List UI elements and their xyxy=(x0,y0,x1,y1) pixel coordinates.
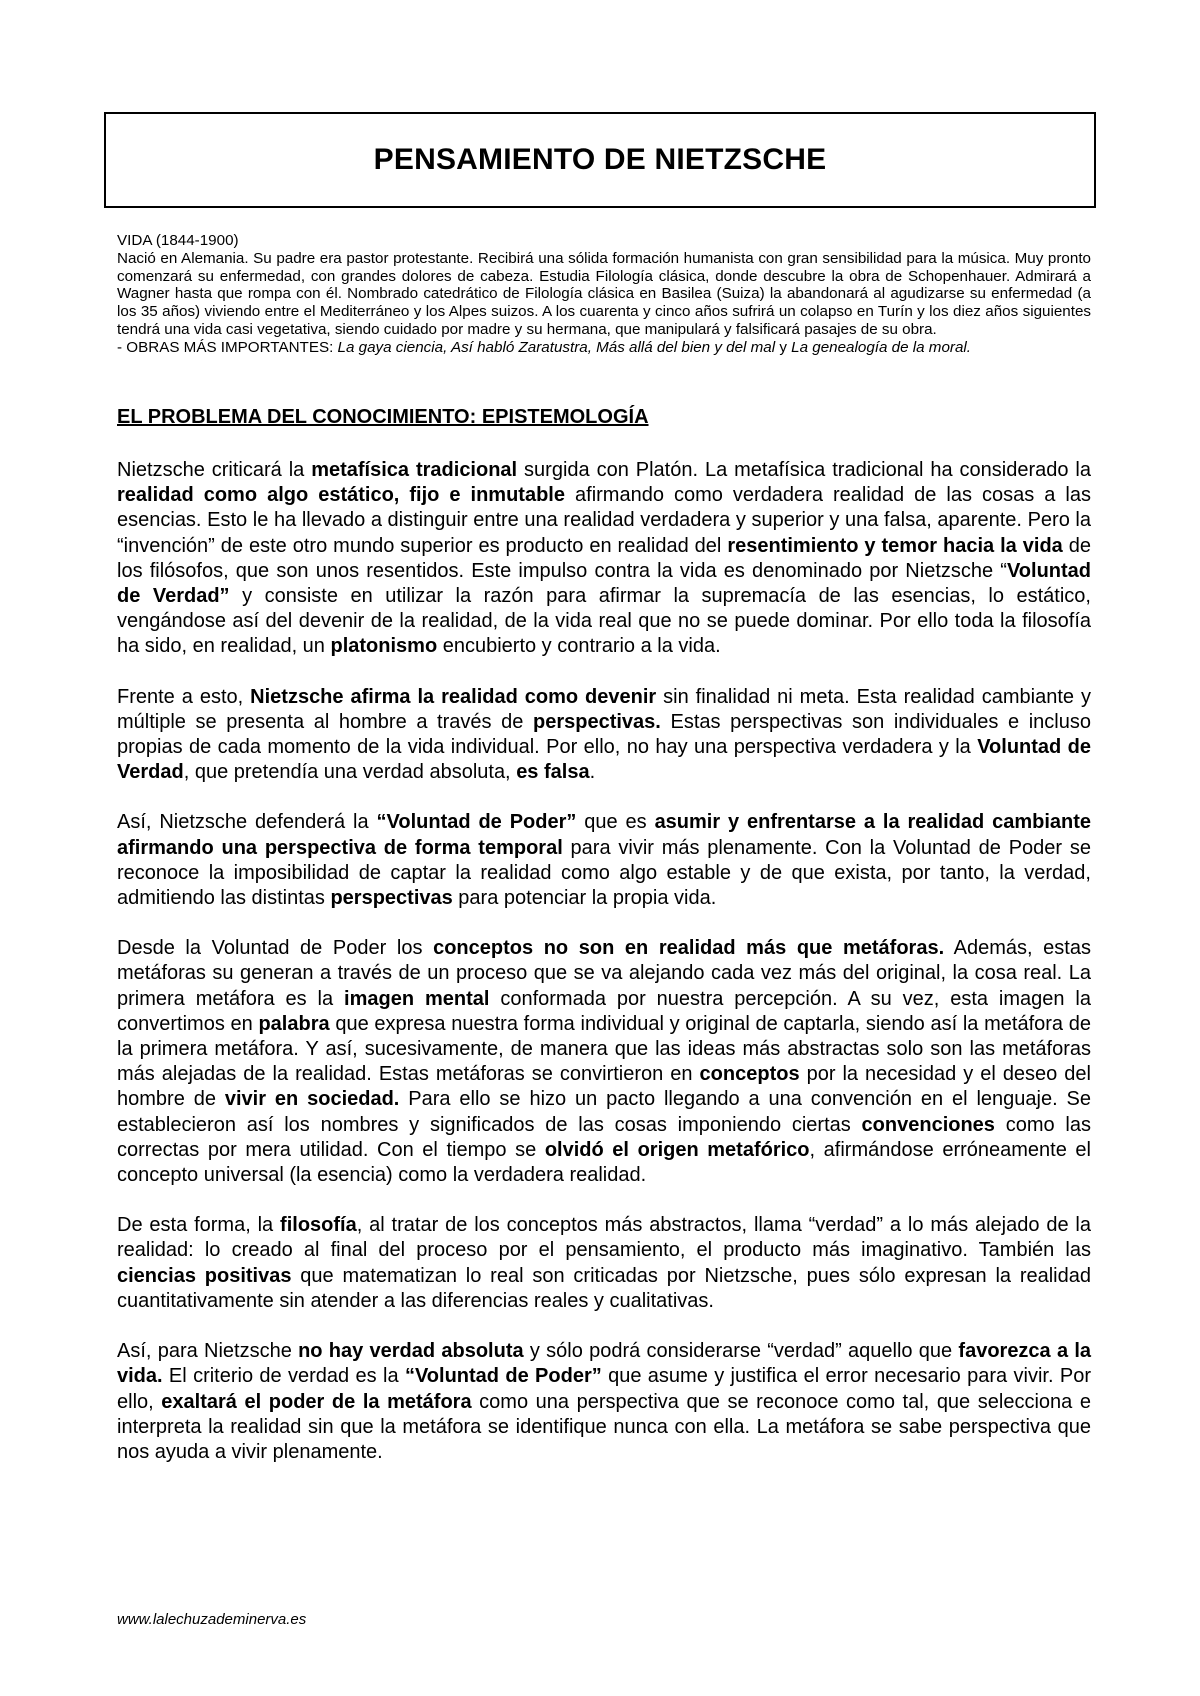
body-paragraph xyxy=(117,810,1091,911)
body-paragraph xyxy=(117,1339,1091,1465)
bio-works xyxy=(117,339,1091,357)
bold-phrase: conceptos no son en realidad más que metáforas. xyxy=(433,937,945,960)
text-run: sin finalidad ni meta. Esta realidad cambiante y múltiple se presenta al hombre a través de xyxy=(117,685,1091,733)
bold-phrase: filosofía xyxy=(280,1214,357,1237)
text-run: De esta forma, la xyxy=(117,1214,281,1237)
bio-works-list: La gaya ciencia, Así habló Zaratustra, Más allá del bien y del mal xyxy=(337,338,776,356)
bio-works-last: La genealogía de la moral. xyxy=(791,338,972,356)
text-run: Además, estas metáforas su generan a través de un proceso que se va alejando cada vez más del original, la cosa real. La primera metáfora es la xyxy=(117,937,1091,1010)
biography-section xyxy=(117,232,1091,357)
text-run: para potenciar la propia vida. xyxy=(452,887,717,910)
text-run: surgida con Platón. La metafísica tradicional ha considerado la xyxy=(517,459,1091,481)
bold-phrase: favorezca a la vida. xyxy=(117,1340,1092,1388)
bold-phrase: platonismo xyxy=(330,635,438,658)
text-run: y sólo podrá considerarse “verdad” aquello que xyxy=(523,1340,959,1363)
bold-phrase: Nietzsche afirma la realidad como devenir xyxy=(250,685,657,708)
text-run: Desde la Voluntad de Poder los xyxy=(117,937,434,960)
text-run: Así, para Nietzsche xyxy=(117,1340,299,1363)
text-run: , que pretendía una verdad absoluta, xyxy=(183,761,517,784)
text-run: . xyxy=(589,761,596,784)
text-run: que es xyxy=(576,811,655,834)
bold-phrase: Voluntad de Verdad xyxy=(117,736,1091,784)
text-run: Así, Nietzsche defenderá la xyxy=(117,811,377,834)
bold-phrase: “Voluntad de Poder” xyxy=(404,1365,602,1388)
text-run: de los filósofos, que son unos resentidos. Este impulso contra la vida es denominado por Nietzsche “ xyxy=(117,534,1091,582)
section-heading: EL PROBLEMA DEL CONOCIMIENTO: EPISTEMOLOGÍA xyxy=(117,406,649,428)
bold-phrase: imagen mental xyxy=(344,987,490,1010)
bio-works-label: - OBRAS MÁS IMPORTANTES: xyxy=(117,338,338,356)
text-run: que asume y justifica el error necesario para vivir. Por ello, xyxy=(117,1365,1092,1413)
text-run: como una perspectiva que se reconoce como tal, que selecciona e interpreta la realidad sin que la metáfora se identifique nunca con ella. La metáfora se sabe perspectiva que nos ayuda a vivir plenamente. xyxy=(117,1390,1091,1463)
bold-phrase: “Voluntad de Poder” xyxy=(376,811,577,834)
text-run: Para ello se hizo un pacto llegando a una convención en el lenguaje. Se establecieron así los nombres y significados de las cosas imponiendo ciertas xyxy=(117,1088,1091,1136)
bio-text: Nació en Alemania. Su padre era pastor protestante. Recibirá una sólida formación humanista con gran sensibilidad para la música. Muy pronto comenzará su enfermedad, con grandes dolores de cabeza. Estudia Filología clásica, donde descubre la obra de Schopenhauer. Admirará a Wagner hasta que rompa con él. Nombrado catedrático de Filología clásica en Basilea (Suiza) la abandonará al agudizarse su enfermedad (a los 35 años) viviendo entre el Mediterráneo y los Alpes suizos. A los cuarenta y cinco años sufrirá un colapso en Turín y los diez años siguientes tendrá una vida casi vegetativa, siendo cuidado por madre y su hermana, que manipulará y falsificará pasajes de su obra. xyxy=(117,249,1091,338)
text-run: Estas perspectivas son individuales e incluso propias de cada momento de la vida individual. Por ello, no hay una perspectiva verdadera y la xyxy=(117,710,1091,759)
bold-phrase: Voluntad de Verdad” xyxy=(117,559,1091,608)
text-run: encubierto y contrario a la vida. xyxy=(437,635,721,658)
body-paragraph xyxy=(117,1213,1091,1314)
text-run: El criterio de verdad es la xyxy=(162,1365,405,1388)
bio-heading: VIDA (1844-1900) xyxy=(117,232,239,249)
bold-phrase: palabra xyxy=(258,1012,330,1035)
bold-phrase: perspectivas. xyxy=(533,710,661,733)
page-title: PENSAMIENTO DE NIETZSCHE xyxy=(373,143,827,176)
bold-phrase: asumir y enfrentarse a la realidad cambiante afirmando una perspectiva de forma temporal xyxy=(117,811,1091,859)
body-paragraph xyxy=(117,685,1091,786)
bold-phrase: realidad como algo estático, fijo e inmutable xyxy=(117,484,565,507)
title-box xyxy=(104,112,1096,208)
text-run: Frente a esto, xyxy=(117,685,251,708)
bold-phrase: conceptos xyxy=(699,1063,800,1086)
bold-phrase: no hay verdad absoluta xyxy=(298,1340,524,1363)
text-run: que matematizan lo real son criticadas por Nietzsche, pues sólo expresan la realidad cuantitativamente sin atender a las diferencias reales y cualitativas. xyxy=(117,1264,1091,1312)
text-run: para vivir más plenamente. Con la Voluntad de Poder se reconoce la imposibilidad de captar la realidad como algo estable y de que exista, por tanto, la verdad, admitiendo las distintas xyxy=(117,836,1092,910)
text-run: por la necesidad y el deseo del hombre de xyxy=(117,1063,1091,1111)
bold-phrase: perspectivas xyxy=(330,887,453,910)
bold-phrase: vivir en sociedad. xyxy=(224,1088,400,1111)
footer-url[interactable]: www.lalechuzademinerva.es xyxy=(117,1611,307,1628)
body-paragraph xyxy=(117,936,1091,1188)
text-run: , afirmándose erróneamente el concepto universal (la esencia) como la verdadera realidad. xyxy=(117,1138,1091,1187)
body-paragraph xyxy=(117,458,1091,660)
bold-phrase: ciencias positivas xyxy=(117,1264,292,1287)
text-run: , al tratar de los conceptos más abstractos, llama “verdad” a lo más alejado de la realidad: lo creado al final del proceso por el pensamiento, el producto más imaginativo. También las xyxy=(117,1214,1092,1262)
text-run: afirmando como verdadera realidad de las cosas a las esencias. Esto le ha llevado a distinguir entre una realidad verdadera y superior y una falsa, aparente. Pero la “invención” de este otro mundo superior es producto en realidad del xyxy=(117,484,1092,557)
bio-works-and: y xyxy=(775,338,792,356)
text-run: que expresa nuestra forma individual y original de captarla, siendo así la metáfora de la primera metáfora. Y así, sucesivamente, de manera que las ideas más abstractas solo son las metáforas más alejadas de la realidad. Estas metáforas se convirtieron en xyxy=(117,1012,1092,1086)
text-run: conformada por nuestra percepción. A su vez, esta imagen la convertimos en xyxy=(117,987,1091,1035)
bold-phrase: olvidó el origen metafórico xyxy=(544,1138,810,1161)
bold-phrase: metafísica tradicional xyxy=(311,459,518,481)
bold-phrase: es falsa xyxy=(516,761,590,784)
bold-phrase: exaltará el poder de la metáfora xyxy=(161,1390,472,1413)
text-run: Nietzsche criticará la xyxy=(117,459,312,481)
text-run: como las correctas por mera utilidad. Con el tiempo se xyxy=(117,1113,1091,1161)
text-run: y consiste en utilizar la razón para afirmar la supremacía de las esencias, lo estático, vengándose así del devenir de la realidad, de la vida real que no se puede dominar. Por ello toda la filosofía ha sido, en realidad, un xyxy=(117,585,1091,658)
bold-phrase: convenciones xyxy=(861,1113,995,1136)
body-text xyxy=(117,458,1091,1490)
bold-phrase: resentimiento y temor hacia la vida xyxy=(727,534,1063,557)
